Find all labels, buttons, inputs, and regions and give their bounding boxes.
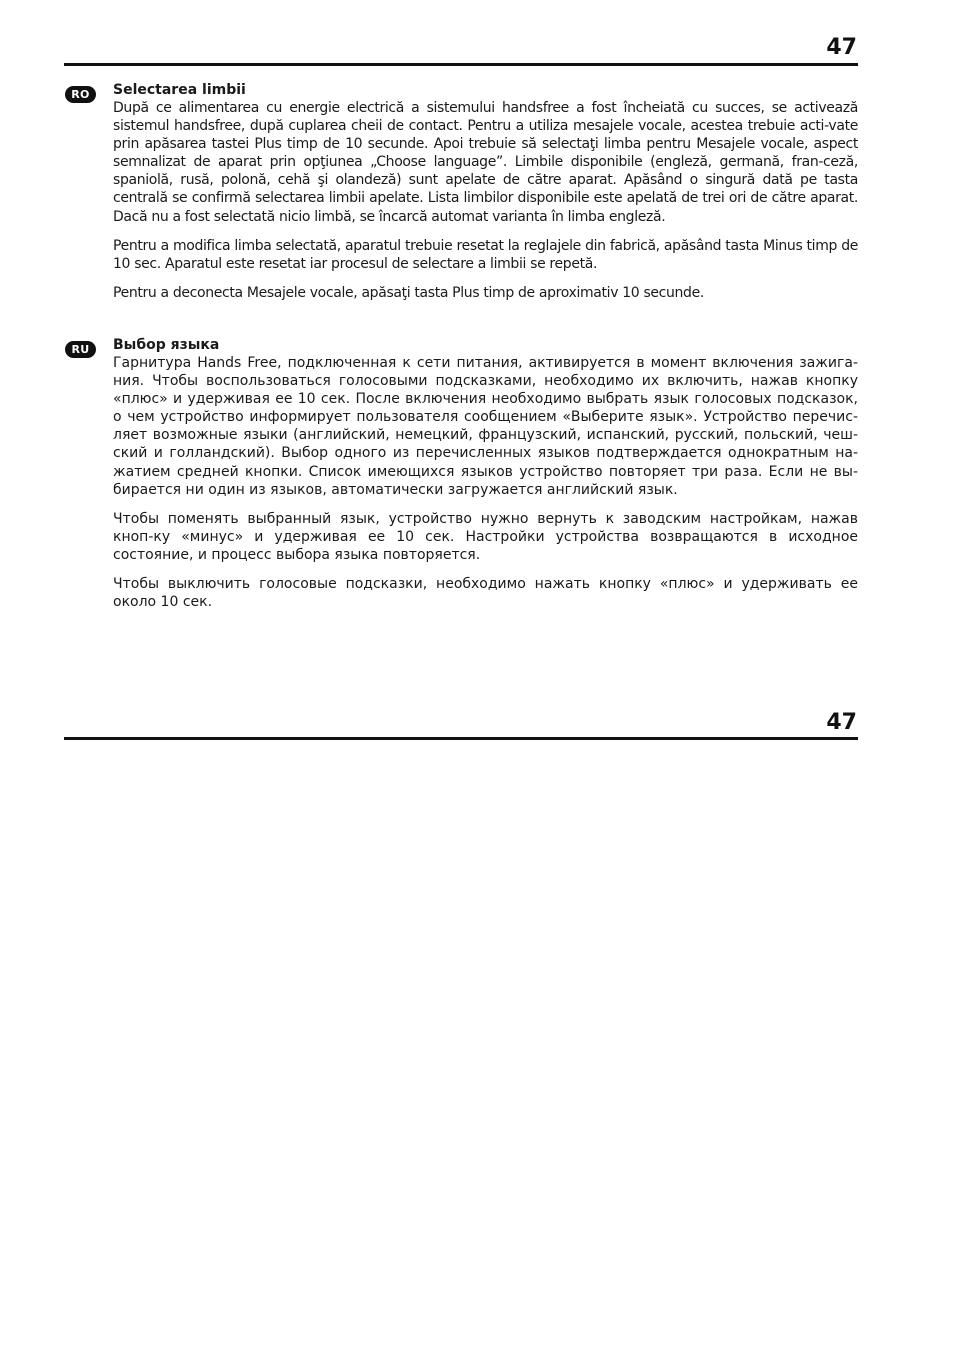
language-badge-ro: RO xyxy=(65,86,96,103)
paragraph: Pentru a modifica limba selectată, aparatul trebuie resetat la reglajele din fabrică, apăsând tasta Minus timp de 10 sec. Aparatul este resetat iar procesul de selectare a limbii se repetă. xyxy=(113,237,858,272)
section-ru xyxy=(113,336,858,622)
section-heading: Выбор языка xyxy=(113,337,220,353)
footer-rule xyxy=(64,737,858,740)
paragraph: Чтобы поменять выбранный язык, устройство нужно вернуть к заводским настройкам, нажав кноп-ку «минус» и удерживая ее 10 сек. Настройки устройства возвращаются в исходное состояние, и процесс выбора языка повторяется. xyxy=(113,510,858,563)
page-number-bottom: 47 xyxy=(826,710,857,735)
paragraph: După ce alimentarea cu energie electrică a sistemului handsfree a fost încheiată cu succes, se activează sistemul handsfree, după cuplarea cheii de contact. Pentru a utiliza mesajele vocale, acestea trebuie acti-vate prin apăsarea tastei Plus timp de 10 secunde. Apoi trebuie să selectaţi limba pentru Mesajele vocale, aspect semnalizat de aparat prin opţiunea „Choose language”. Limbile disponibile (engleză, germană, fran-ceză, spaniolă, rusă, polonă, cehă şi olandeză) sunt apelate de către aparat. Apăsând o singură dată pe tasta centrală se confirmă selectarea limbii apelate. Lista limbilor disponibile este apelată de trei ori de către aparat. Dacă nu a fost selectată nicio limbă, se încarcă automat varianta în limba engleză. xyxy=(113,100,858,225)
section-ro xyxy=(113,81,858,313)
section-heading: Selectarea limbii xyxy=(113,82,246,98)
paragraph: Pentru a deconecta Mesajele vocale, apăsaţi tasta Plus timp de aproximativ 10 secunde. xyxy=(113,284,704,301)
page-number-top: 47 xyxy=(826,35,857,60)
header-rule xyxy=(64,63,858,66)
language-badge-ru: RU xyxy=(65,341,96,358)
paragraph: Гарнитура Hands Free, подключенная к сети питания, активируется в момент включения зажига-ния. Чтобы воспользоваться голосовыми подсказками, необходимо их включить, нажав кнопку «плюс» и удерживая ее 10 сек. После включения необходимо выбрать язык голосовых подсказок, о чем устройство информирует пользователя сообщением «Выберите язык». Устройство перечис-ляет возможные языки (английский, немецкий, французский, испанский, русский, польский, чеш-ский и голландский). Выбор одного из перечисленных языков подтверждается однократным на-жатием средней кнопки. Список имеющихся языков устройство повторяет три раза. Если не вы-бирается ни один из языков, автоматически загружается английский язык. xyxy=(113,355,858,498)
paragraph: Чтобы выключить голосовые подсказки, необходимо нажать кнопку «плюс» и удерживать ее около 10 сек. xyxy=(113,576,858,611)
